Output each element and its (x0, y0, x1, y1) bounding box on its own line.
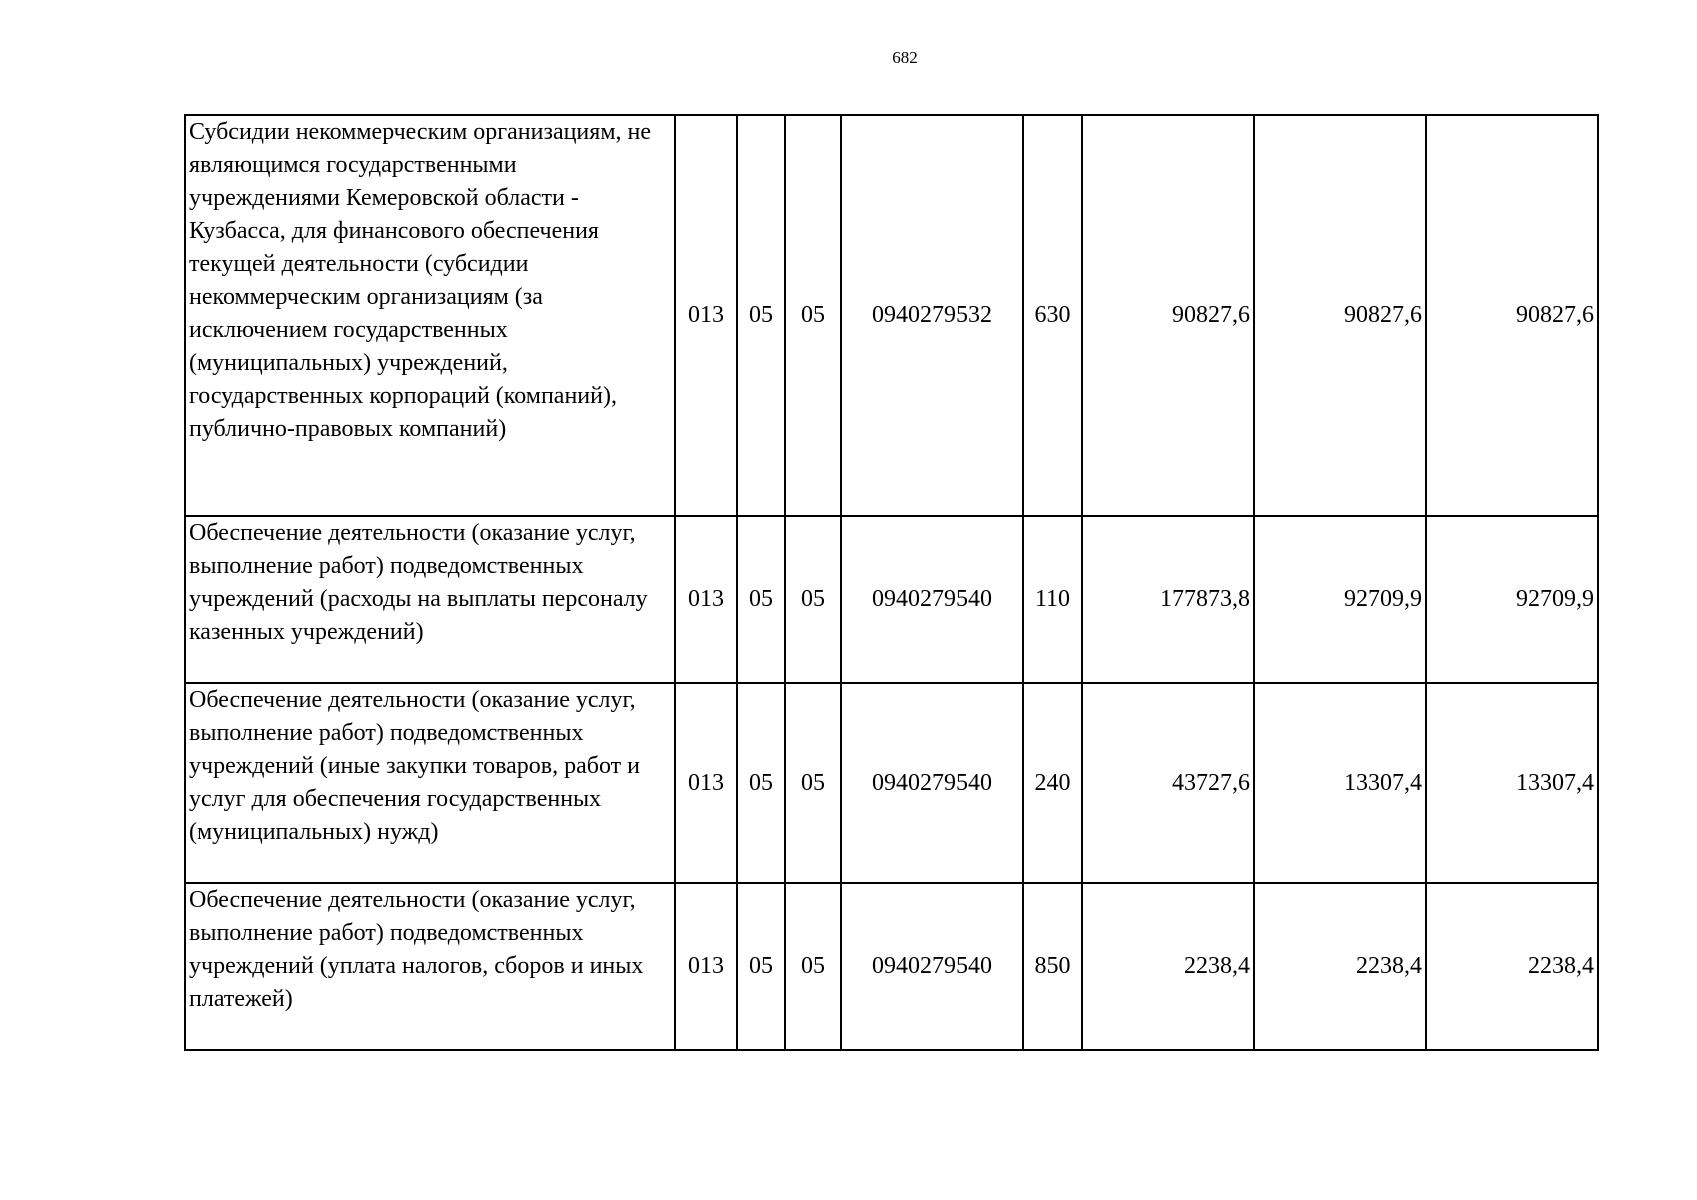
target-article-code: 0940279540 (841, 516, 1023, 683)
amount-year-3: 13307,4 (1426, 683, 1598, 883)
section-code: 05 (737, 683, 785, 883)
table-row (185, 883, 1598, 1050)
section-code: 05 (737, 516, 785, 683)
row-description: Обеспечение деятельности (оказание услуг, выполнение работ) подведомственных учреждений (иные закупки товаров, работ и услуг для обеспечения государственных (муниципальных) нужд) (185, 683, 675, 883)
amount-year-2: 90827,6 (1254, 115, 1426, 516)
section-code: 05 (737, 883, 785, 1050)
expense-type-code: 630 (1023, 115, 1082, 516)
subsection-code: 05 (785, 115, 841, 516)
target-article-code: 0940279540 (841, 883, 1023, 1050)
section-code: 05 (737, 115, 785, 516)
amount-year-1: 90827,6 (1082, 115, 1254, 516)
row-description: Субсидии некоммерческим организациям, не являющимся государственными учреждениями Кемеровской области - Кузбасса, для финансового обеспечения текущей деятельности (субсидии некоммерческим организациям (за исключением государственных (муниципальных) учреждений, государственных корпораций (компаний), публично-правовых компаний) (185, 115, 675, 516)
subsection-code: 05 (785, 883, 841, 1050)
ministry-code: 013 (675, 516, 737, 683)
expense-type-code: 240 (1023, 683, 1082, 883)
amount-year-3: 2238,4 (1426, 883, 1598, 1050)
amount-year-2: 92709,9 (1254, 516, 1426, 683)
subsection-code: 05 (785, 683, 841, 883)
amount-year-2: 2238,4 (1254, 883, 1426, 1050)
amount-year-1: 43727,6 (1082, 683, 1254, 883)
table-row (185, 683, 1598, 883)
row-description: Обеспечение деятельности (оказание услуг, выполнение работ) подведомственных учреждений (расходы на выплаты персоналу казенных учреждений) (185, 516, 675, 683)
ministry-code: 013 (675, 115, 737, 516)
table-row (185, 115, 1598, 516)
amount-year-1: 2238,4 (1082, 883, 1254, 1050)
expense-type-code: 110 (1023, 516, 1082, 683)
row-description: Обеспечение деятельности (оказание услуг, выполнение работ) подведомственных учреждений (уплата налогов, сборов и иных платежей) (185, 883, 675, 1050)
ministry-code: 013 (675, 683, 737, 883)
ministry-code: 013 (675, 883, 737, 1050)
table-row (185, 516, 1598, 683)
expense-type-code: 850 (1023, 883, 1082, 1050)
subsection-code: 05 (785, 516, 841, 683)
amount-year-3: 92709,9 (1426, 516, 1598, 683)
budget-table (184, 114, 1599, 1051)
page-number: 682 (892, 48, 918, 67)
target-article-code: 0940279540 (841, 683, 1023, 883)
amount-year-3: 90827,6 (1426, 115, 1598, 516)
amount-year-1: 177873,8 (1082, 516, 1254, 683)
target-article-code: 0940279532 (841, 115, 1023, 516)
amount-year-2: 13307,4 (1254, 683, 1426, 883)
